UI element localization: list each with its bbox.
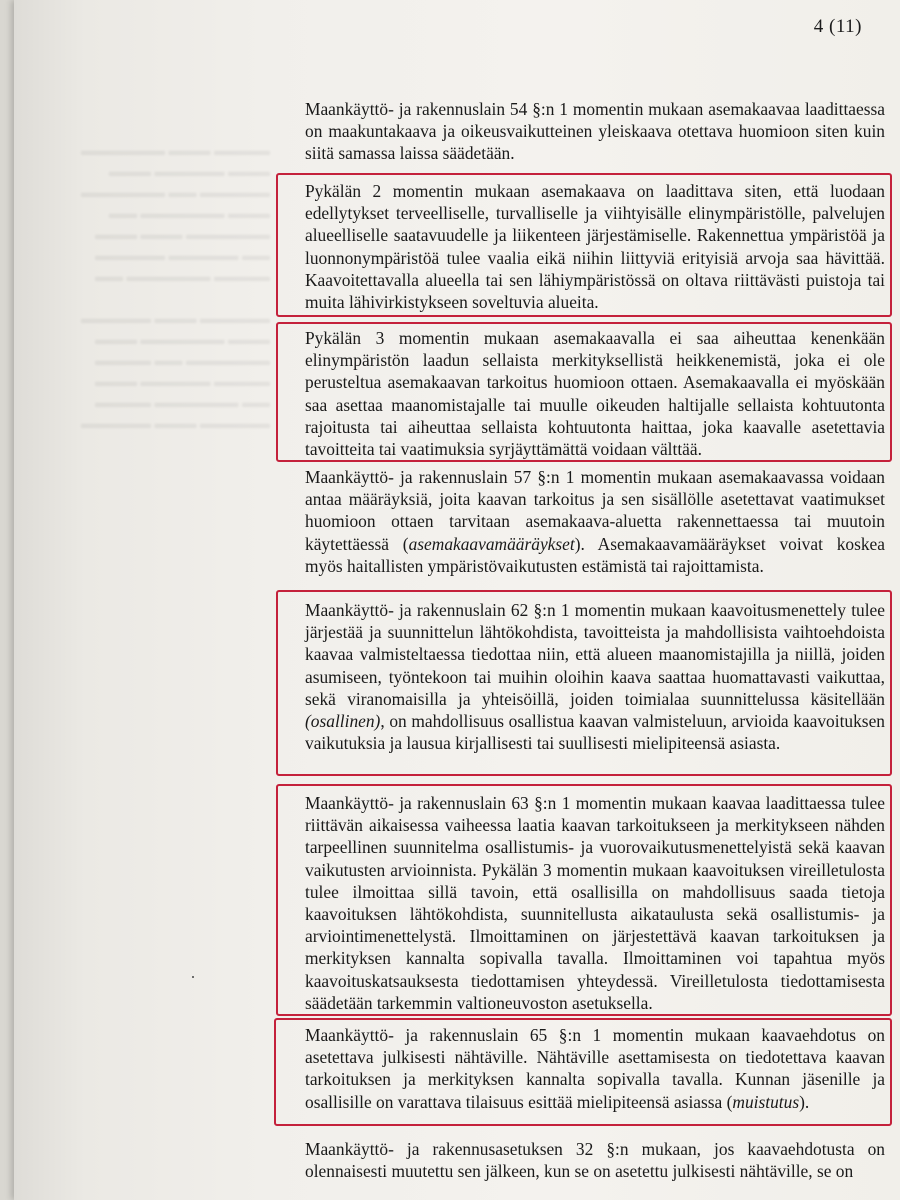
term-muistutus: muistutus [732, 1091, 800, 1112]
ink-speck [192, 976, 194, 978]
paragraph-57 [305, 466, 885, 577]
paragraph-62-text-b: , on mahdollisuus osallistua kaavan valmisteluun, arvioida kaavoituksen vaikutuksia ja lausua kirjallisesti tai suullisesti mielipiteensä asiasta. [305, 711, 885, 754]
paragraph-asetus-32: Maankäyttö- ja rakennusasetuksen 32 §:n mukaan, jos kaavaehdotusta on olennaisesti muutettu sen jälkeen, kun se on asetettu julkisesti nähtäville, se on [305, 1139, 885, 1182]
paragraph-65-text-a: Maankäyttö- ja rakennuslain 65 §:n 1 momentin mukaan kaavaehdotus on asetettava julkisesti nähtäville. Nähtäville asettamisesta on tiedotettava kaavan tarkoituksen ja merkityksen kannalta sopivalla tavalla. Kunnan jäsenille ja osallisille on varattava tilaisuus esittää mielipiteensä asiassa ( [305, 1025, 885, 1112]
bleed-through-text: ▬▬▬▬ ▬▬▬ ▬▬▬▬▬▬ ▬▬▬ ▬▬▬▬▬ ▬▬▬ ▬▬▬▬▬ ▬▬ ▬▬▬▬▬▬ ▬▬▬ ▬▬▬▬▬▬ ▬▬ ▬▬▬▬▬▬ ▬▬▬ ▬▬▬ ▬▬ ▬▬▬▬▬ ▬▬▬▬▬ ▬▬▬▬ ▬▬▬▬▬▬ ▬▬ ▬▬▬▬▬ ▬▬▬ ▬▬▬▬▬ ▬▬▬ ▬▬▬▬▬▬ ▬▬▬ ▬▬▬▬▬▬ ▬▬ ▬▬▬▬ ▬▬▬▬ ▬▬▬▬▬ ▬▬▬ ▬▬ ▬▬▬▬▬▬ ▬▬▬▬ ▬▬▬▬▬ ▬▬▬ ▬▬▬▬▬ [81, 144, 270, 432]
paragraph-62 [305, 599, 885, 754]
paragraph-63: Maankäyttö- ja rakennuslain 63 §:n 1 momentin mukaan kaavaa laadittaessa tulee riittävän aikaisessa vaiheessa laatia kaavan tarkoitukseen ja merkitykseen nähden tarpeellinen suunnitelma osallistumis- ja vuorovaikutusmenettelyistä sekä kaavan vaikutusten arvioinnista. Pykälän 3 momentin mukaan kaavoituksen vireilletulosta tulee ilmoittaa sillä tavoin, että osallisilla on mahdollisuus saada tietoja kaavoituksen lähtökohdista, suunnitellusta aikataulusta sekä osallistumis- ja arviointimenettelystä. Ilmoittaminen on järjestettävä kaavan tarkoituksen ja merkityksen kannalta sopivalla tavalla. Ilmoittaminen voi tapahtua myös kaavoituskatsauksesta tiedottamisen yhteydessä. Vireilletulosta tiedottamisesta säädetään tarkemmin valtioneuvoston asetuksella. [305, 793, 885, 1013]
document-page [14, 0, 900, 1200]
paragraph-54-3: Pykälän 3 momentin mukaan asemakaavalla ei saa aiheuttaa kenenkään elinympäristön laadun sellaista merkityksellistä heikkenemistä, joka ei ole perusteltua asemakaavan tarkoitus huomioon ottaen. Asemakaavalla ei myöskään saa asettaa maanomistajalle tai muulle oikeuden haltijalle sellaista kohtuutonta rajoitusta tai aiheuttaa sellaista kohtuutonta haittaa, joka kaavalle asetettavia tavoitteita tai vaatimuksia syrjäyttämättä voidaan välttää. [305, 328, 885, 460]
term-asemakaavamaaraykset: asemakaavamääräykset [408, 533, 575, 554]
paragraph-65-text-b: ). [799, 1091, 810, 1112]
paragraph-54-2: Pykälän 2 momentin mukaan asemakaava on laadittava siten, että luodaan edellytykset terveelliselle, turvalliselle ja viihtyisälle elinympäristölle, palvelujen alueelliselle saatavuudelle ja liikenteen järjestämiselle. Rakennettua ympäristöä ja luonnonympäristöä tulee vaalia eikä niihin liittyviä erityisiä arvoja saa hävittää. Kaavoitettavalla alueella tai sen lähiympäristössä on oltava riittävästi puistoja tai muita lähivirkistykseen soveltuvia alueita. [305, 181, 885, 313]
paragraph-62-text-a: Maankäyttö- ja rakennuslain 62 §:n 1 momentin mukaan kaavoitusmenettely tulee järjestää ja suunnittelun lähtökohdista, tavoitteista ja mahdollisista vaihtoehdoista kaavaa valmisteltaessa tiedottaa niin, että alueen maanomistajilla ja niillä, joiden asumiseen, työntekoon tai muihin oloihin kaava saattaa huomattavasti vaikuttaa, sekä viranomaisilla ja yhteisöillä, joiden toimialaa suunnittelussa käsitellään [305, 600, 885, 709]
paragraph-65 [305, 1024, 885, 1113]
paragraph-54: Maankäyttö- ja rakennuslain 54 §:n 1 momentin mukaan asemakaavaa laadittaessa on maakuntakaava ja oikeusvaikutteinen yleiskaava otettava huomioon siten kuin siitä samassa laissa säädetään. [305, 99, 885, 164]
term-osallinen: (osallinen) [305, 711, 381, 732]
page-number: 4 (11) [813, 16, 862, 37]
paragraph-57-text-b: ). Asemakaavamääräykset voivat koskea myös haitallisten ympäristövaikutusten estämistä tai rajoittamista. [305, 533, 885, 576]
paragraph-57-text-a: Maankäyttö- ja rakennuslain 57 §:n 1 momentin mukaan asemakaavassa voidaan antaa määräyksiä, joita kaavan tarkoitus ja sen sisällölle asetettavat vaatimukset huomioon ottaen tarvitaan asemakaava-aluetta rakennettaessa tai muutoin käytettäessä ( [305, 467, 885, 554]
